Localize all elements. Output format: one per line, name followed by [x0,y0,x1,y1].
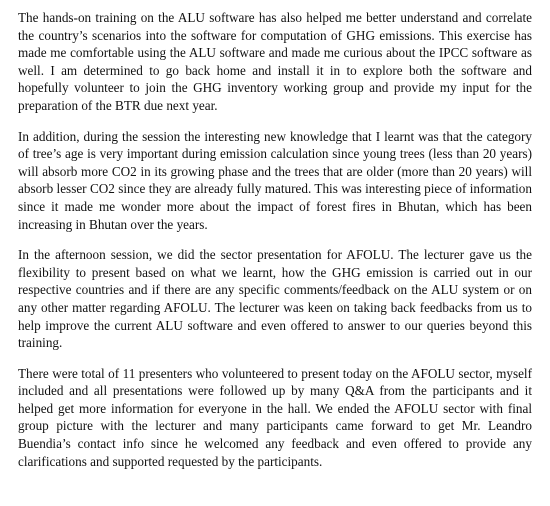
paragraph-tree-age: In addition, during the session the interesting new knowledge that I learnt was that the category of tree’s age is very important during emission calculation since young trees (less than 20 years) will absorb more CO2 in its growing phase and the trees that are older (more than 20 years) will absorb lesser CO2 since they are already fully matured. This was interesting piece of information since it made me wonder more about the impact of forest fires in Bhutan, which has been increasing in Bhutan over the years. [18,128,532,232]
paragraph-alu-training: The hands-on training on the ALU software has also helped me better understand and correlate the country’s scenarios into the software for computation of GHG emissions. This exercise has made me comfortable using the ALU software and made me curious about the IPCC software as well. I am determined to go back home and install it in to explore both the software and hopefully volunteer to join the GHG inventory working group and provide my input for the preparation of the BTR due next year. [18,10,532,113]
paragraph-afternoon-session: In the afternoon session, we did the sector presentation for AFOLU. The lecturer gave us the flexibility to present based on what we learnt, how the GHG emission is carried out in our respective countries and if there are any specific comments/feedback on the ALU system or on any other matter regarding AFOLU. The lecturer was keen on taking back feedbacks from us to help improve the current ALU software and even offered to answer to our queries beyond this training. [18,247,532,351]
document-body [18,9,532,483]
paragraph-presenters: There were total of 11 presenters who volunteered to present today on the AFOLU sector, myself included and all presentations were followed up by many Q&A from the participants and it helped get more information for everyone in the hall. We ended the AFOLU sector with final group picture with the lecturer and many participants came forward to get Mr. Leandro Buendia’s contact info since he welcomed any feedback and even offered to provide any clarifications and supported requested by the participants. [18,365,532,469]
